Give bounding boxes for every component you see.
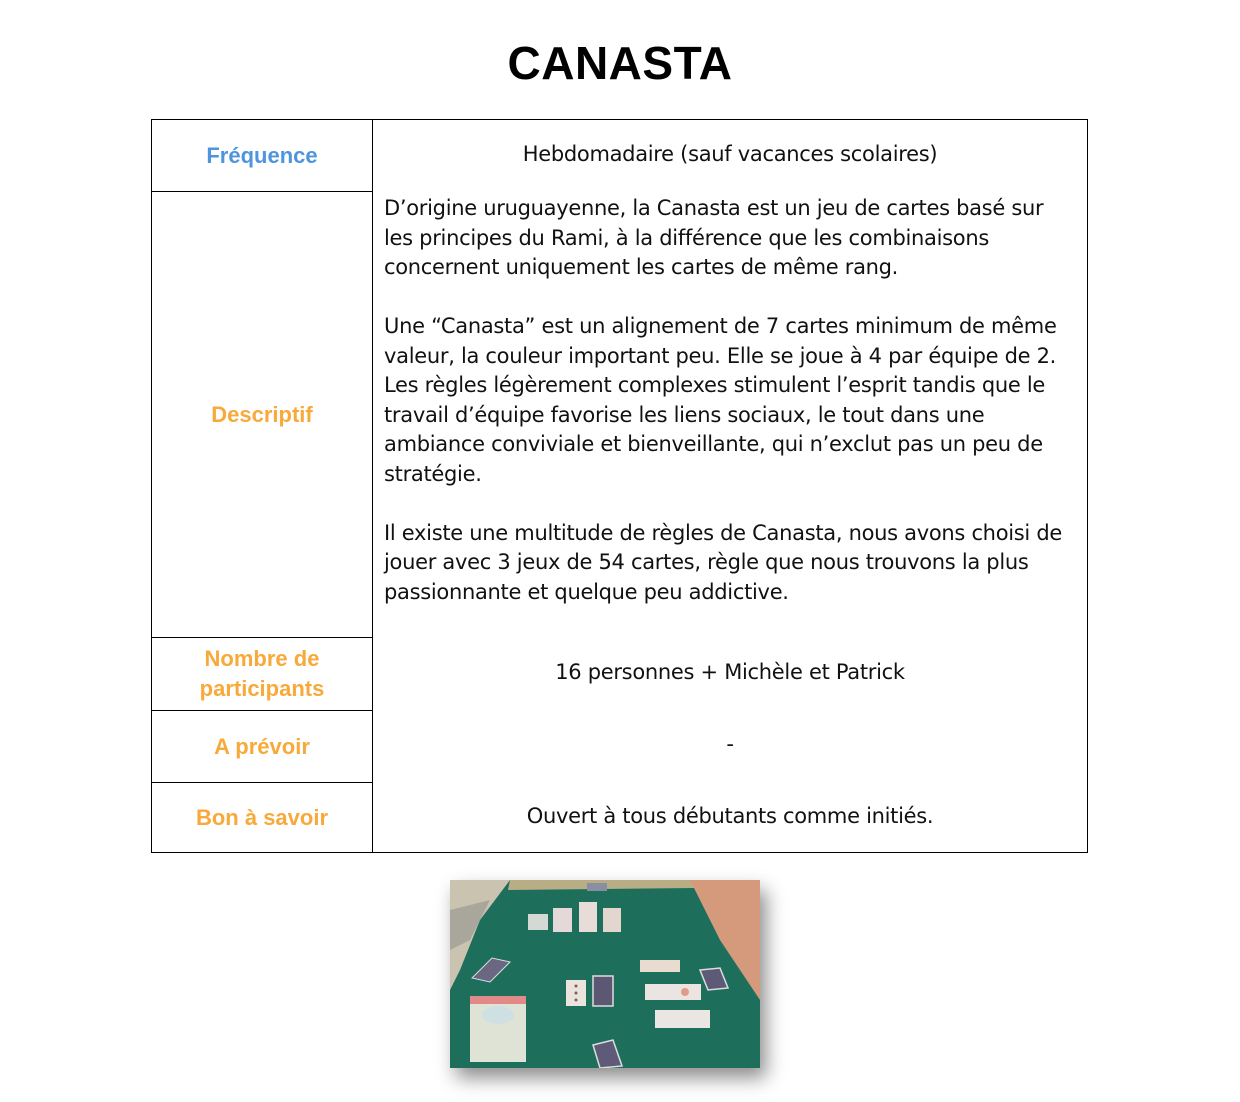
label-bon-a-savoir: Bon à savoir <box>195 805 329 830</box>
value-a-prevoir: - <box>726 732 734 756</box>
value-frequence: Hebdomadaire (sauf vacances scolaires) <box>522 142 938 166</box>
canasta-photo <box>450 880 760 1068</box>
descriptif-paragraph-3: Il existe une multitude de règles de Canasta, nous avons choisi de jouer avec 3 jeux de 54 cartes, règle que nous trouvons la plus passionnante et quelque peu addictive. <box>384 520 1062 604</box>
value-descriptif <box>384 194 1073 607</box>
label-descriptif: Descriptif <box>152 192 372 638</box>
label-nombre-participants: Nombre de participants <box>152 638 372 711</box>
descriptif-paragraph-1: D’origine uruguayenne, la Canasta est un jeu de cartes basé sur les principes du Rami, à la différence que les combinaisons concernent uniquement les cartes de même rang. <box>384 196 1044 279</box>
value-nombre-participants: 16 personnes + Michèle et Patrick <box>555 660 905 684</box>
label-a-prevoir: A prévoir <box>152 711 372 783</box>
page-title: CANASTA <box>507 37 733 89</box>
descriptif-paragraph-2: Une “Canasta” est un alignement de 7 cartes minimum de même valeur, la couleur important peu. Elle se joue à 4 par équipe de 2. Les règles légèrement complexes stimulent l’esprit tandis que le travail d’équipe favorise les liens sociaux, le tout dans une ambiance conviviale et bienveillante, qui n’exclut pas un peu de stratégie. <box>384 314 1057 486</box>
label-frequence: Fréquence <box>152 120 372 192</box>
label-column <box>152 120 373 852</box>
value-column <box>373 120 1087 852</box>
card-table-image <box>450 880 760 1068</box>
info-table <box>151 119 1088 853</box>
value-bon-a-savoir: Ouvert à tous débutants comme initiés. <box>526 804 934 828</box>
